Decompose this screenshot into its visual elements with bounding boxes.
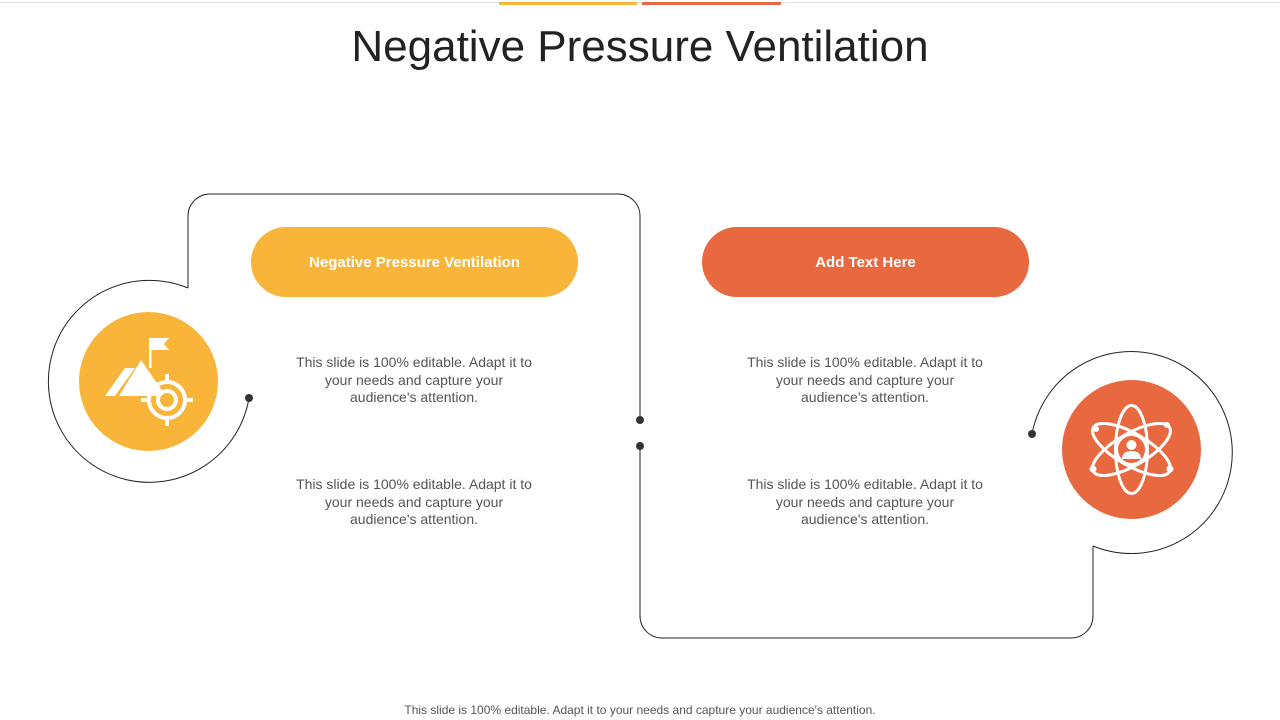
page-title: Negative Pressure Ventilation bbox=[351, 22, 929, 71]
heading-pill-add-text: Add Text Here bbox=[702, 227, 1029, 297]
body-text: This slide is 100% editable. Adapt it to your needs and capture your audience's attention. bbox=[747, 354, 983, 405]
connector-dot bbox=[1028, 430, 1036, 438]
footer-note: This slide is 100% editable. Adapt it to your needs and capture your audience's attention. bbox=[404, 703, 876, 717]
connector-dot bbox=[636, 416, 644, 424]
connector-dot bbox=[636, 442, 644, 450]
mountain-flag-target-icon bbox=[79, 312, 218, 451]
heading-pill-negative-pressure: Negative Pressure Ventilation bbox=[251, 227, 578, 297]
atom-user-icon bbox=[1062, 380, 1201, 519]
connector-dot bbox=[245, 394, 253, 402]
body-text: This slide is 100% editable. Adapt it to your needs and capture your audience's attention. bbox=[296, 354, 532, 405]
body-text: This slide is 100% editable. Adapt it to your needs and capture your audience's attention. bbox=[296, 476, 532, 527]
body-text: This slide is 100% editable. Adapt it to your needs and capture your audience's attention. bbox=[747, 476, 983, 527]
